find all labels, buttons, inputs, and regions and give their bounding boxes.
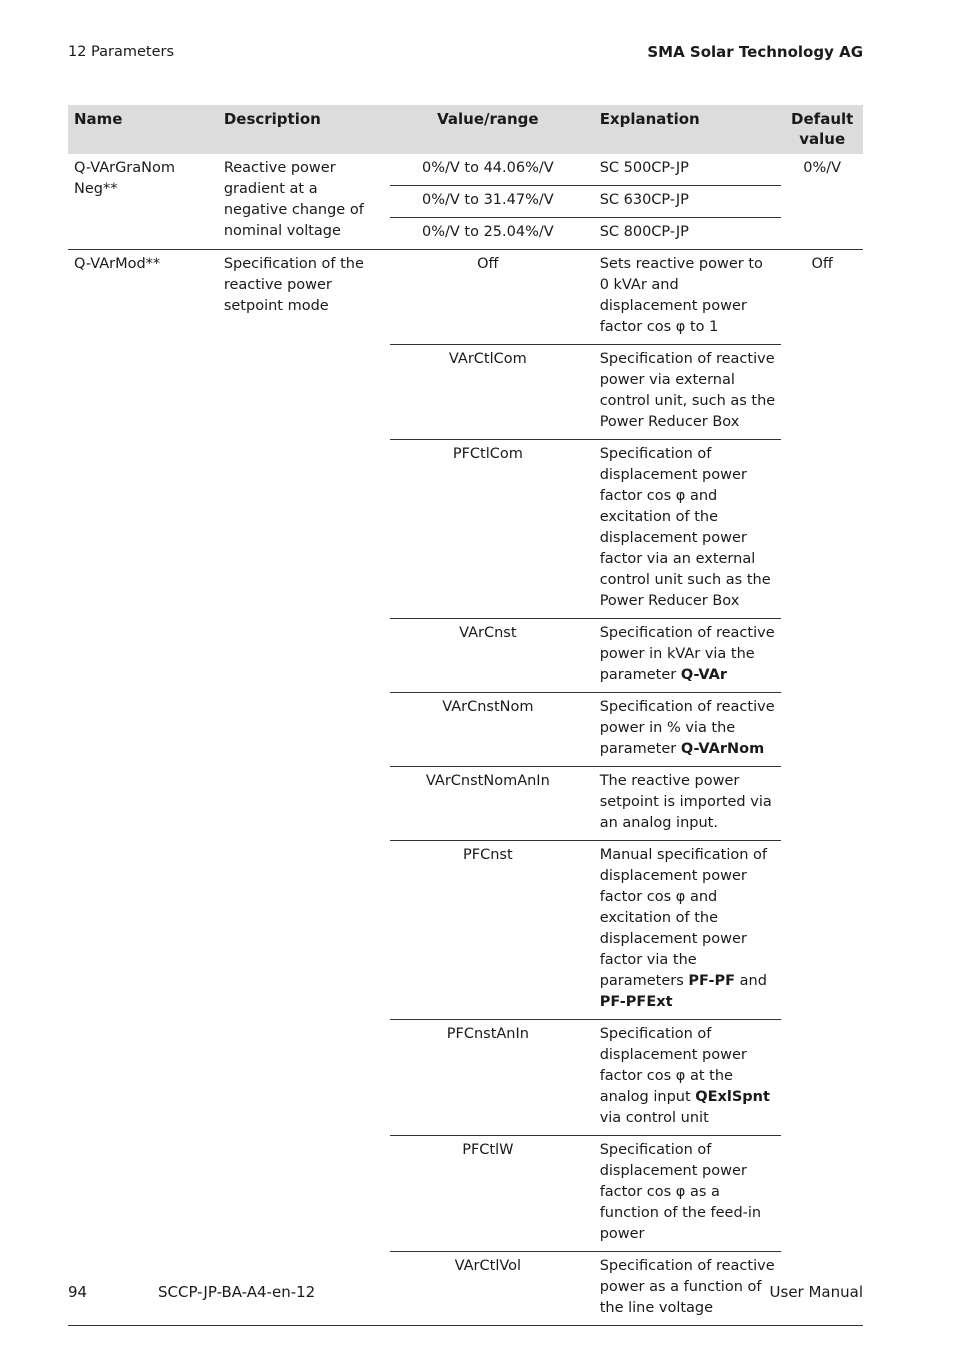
col-header-explanation: Explanation: [586, 105, 782, 154]
param-default: Off: [781, 250, 863, 1326]
param-name: Q-VArGraNom Neg**: [68, 154, 218, 250]
col-header-default-value: Default value: [781, 105, 863, 154]
param-default: 0%/V: [781, 154, 863, 250]
footer-manual-title: User Manual: [769, 1283, 863, 1301]
param-value: 0%/V to 25.04%/V: [390, 218, 586, 250]
param-value: VArCtlVol: [390, 1252, 586, 1326]
param-explanation: Sets reactive power to 0 kVAr and displacement power factor cos φ to 1: [599, 256, 763, 335]
param-explanation: SC 800CP-JP: [586, 218, 782, 250]
param-explanation: Specification of reactive power as a function of the line voltage: [586, 1252, 782, 1326]
param-explanation: Specification of displacement power factor cos φ and excitation of the displacement power factor via an external control unit such as the Power Reducer Box: [586, 440, 782, 619]
param-value: VArCnstNomAnIn: [390, 767, 586, 841]
param-description: Specification of the reactive power setpoint mode: [218, 250, 390, 1326]
param-explanation: Manual specification of displacement power factor cos φ and excitation of the displacement power factor via the parameters PF-PF and PF-PFExt: [586, 841, 782, 1020]
param-value: VArCtlCom: [390, 345, 586, 440]
footer-doc-id: SCCP-JP-BA-A4-en-12: [158, 1283, 316, 1301]
param-value: PFCtlCom: [390, 440, 586, 619]
param-value: Off: [477, 256, 499, 272]
col-header-value-range: Value/range: [390, 105, 586, 154]
param-value: PFCnst: [390, 841, 586, 1020]
param-explanation: Specification of displacement power factor cos φ at the analog input QExlSpnt via control unit: [586, 1020, 782, 1136]
footer-page-number: 94: [68, 1283, 88, 1301]
param-value: VArCnstNom: [390, 693, 586, 767]
header-company: SMA Solar Technology AG: [647, 43, 863, 61]
header-section: 12 Parameters: [68, 44, 175, 60]
param-explanation: Specification of reactive power in % via the parameter Q-VArNom: [586, 693, 782, 767]
param-value: PFCnstAnIn: [390, 1020, 586, 1136]
parameter-table: [68, 105, 863, 1326]
table-header-row: [68, 105, 863, 154]
param-explanation: SC 630CP-JP: [586, 186, 782, 218]
param-description: Reactive power gradient at a negative change of nominal voltage: [218, 154, 390, 250]
param-explanation: SC 500CP-JP: [599, 160, 689, 176]
param-explanation: The reactive power setpoint is imported via an analog input.: [586, 767, 782, 841]
param-explanation: Specification of displacement power factor cos φ as a function of the feed-in power: [586, 1136, 782, 1252]
table-row: [68, 250, 863, 345]
param-value: PFCtlW: [390, 1136, 586, 1252]
param-value: VArCnst: [390, 619, 586, 693]
param-explanation: Specification of reactive power in kVAr via the parameter Q-VAr: [586, 619, 782, 693]
param-value: 0%/V to 44.06%/V: [422, 160, 554, 176]
col-header-description: Description: [218, 105, 390, 154]
param-explanation: Specification of reactive power via external control unit, such as the Power Reducer Box: [586, 345, 782, 440]
param-value: 0%/V to 31.47%/V: [390, 186, 586, 218]
table-row: [68, 154, 863, 186]
param-name: Q-VArMod**: [68, 250, 218, 1326]
col-header-name: Name: [68, 105, 218, 154]
